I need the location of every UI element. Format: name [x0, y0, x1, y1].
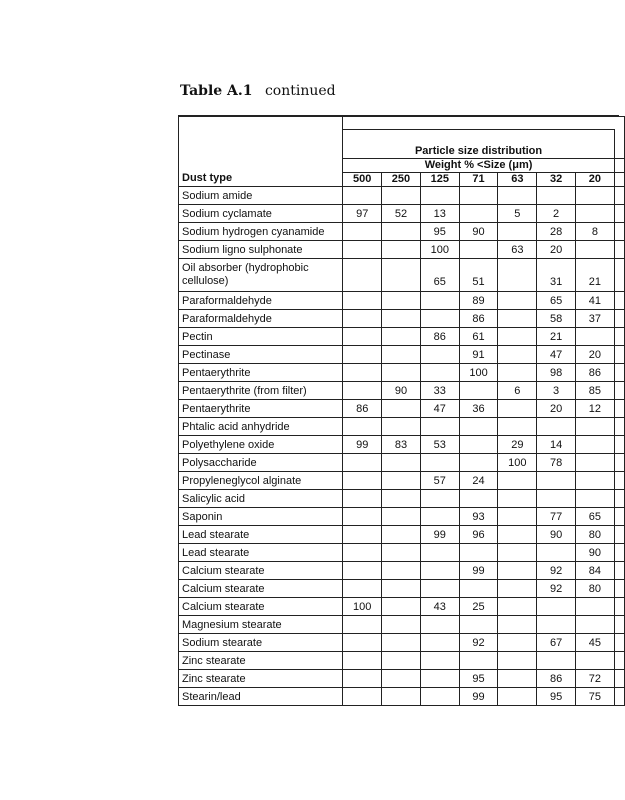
value-cell	[498, 598, 537, 616]
value-cell	[382, 223, 421, 241]
value-cell: 92	[459, 634, 498, 652]
value-cell: 21	[537, 328, 576, 346]
value-cell: 2	[537, 205, 576, 223]
table-row	[179, 418, 625, 436]
value-cell: 100	[498, 454, 537, 472]
value-cell	[537, 418, 576, 436]
value-cell: 21	[576, 259, 615, 292]
dust-type-cell: Sodium ligno sulphonate	[179, 241, 343, 259]
value-cell	[498, 364, 537, 382]
value-cell	[498, 526, 537, 544]
value-cell: 51	[459, 259, 498, 292]
size-column-header: 71	[459, 173, 498, 187]
table-row	[179, 616, 625, 634]
value-cell: 84	[576, 562, 615, 580]
dust-type-cell: Calcium stearate	[179, 580, 343, 598]
value-cell: 13	[420, 205, 459, 223]
value-cell: 58	[537, 310, 576, 328]
value-cell	[420, 544, 459, 562]
table-row	[179, 328, 625, 346]
value-cell	[420, 310, 459, 328]
value-cell	[343, 328, 382, 346]
value-cell	[537, 472, 576, 490]
value-cell: 12	[576, 400, 615, 418]
value-cell	[537, 490, 576, 508]
value-cell	[343, 187, 382, 205]
value-cell	[382, 346, 421, 364]
dust-type-cell: Magnesium stearate	[179, 616, 343, 634]
value-cell	[459, 187, 498, 205]
tail-cell	[614, 580, 624, 598]
value-cell	[498, 472, 537, 490]
table-row	[179, 688, 625, 706]
value-cell: 36	[459, 400, 498, 418]
value-cell: 8	[576, 223, 615, 241]
value-cell	[343, 688, 382, 706]
value-cell	[498, 328, 537, 346]
value-cell	[343, 382, 382, 400]
tail-cell	[614, 688, 624, 706]
value-cell	[382, 508, 421, 526]
value-cell	[498, 508, 537, 526]
value-cell: 89	[459, 292, 498, 310]
dust-type-cell: Calcium stearate	[179, 598, 343, 616]
value-cell	[420, 670, 459, 688]
value-cell: 41	[576, 292, 615, 310]
value-cell	[343, 418, 382, 436]
dust-type-header: Dust type	[179, 117, 343, 187]
particle-size-table	[178, 116, 625, 706]
tail-cell	[614, 364, 624, 382]
value-cell	[420, 490, 459, 508]
tail-cell	[614, 223, 624, 241]
value-cell	[576, 472, 615, 490]
dust-type-cell: Saponin	[179, 508, 343, 526]
value-cell: 83	[382, 436, 421, 454]
value-cell	[498, 580, 537, 598]
table-container	[178, 116, 619, 703]
tail-cell	[614, 670, 624, 688]
table-row	[179, 580, 625, 598]
value-cell: 100	[343, 598, 382, 616]
value-cell	[382, 364, 421, 382]
dust-type-cell: Sodium stearate	[179, 634, 343, 652]
value-cell: 31	[537, 259, 576, 292]
value-cell: 14	[537, 436, 576, 454]
tail-cell	[614, 454, 624, 472]
dust-type-cell: Propyleneglycol alginate	[179, 472, 343, 490]
tail-cell	[614, 259, 624, 292]
value-cell	[382, 616, 421, 634]
value-cell: 92	[537, 580, 576, 598]
value-cell: 67	[537, 634, 576, 652]
value-cell	[498, 616, 537, 634]
value-cell	[420, 187, 459, 205]
value-cell	[537, 544, 576, 562]
tail-cell	[614, 400, 624, 418]
tail-cell	[614, 292, 624, 310]
value-cell	[382, 418, 421, 436]
value-cell	[459, 616, 498, 634]
table-continued-note: continued	[264, 83, 336, 99]
value-cell: 61	[459, 328, 498, 346]
value-cell: 72	[576, 670, 615, 688]
value-cell	[343, 508, 382, 526]
value-cell: 5	[498, 205, 537, 223]
value-cell: 86	[537, 670, 576, 688]
dust-type-cell: Zinc stearate	[179, 652, 343, 670]
value-cell	[420, 346, 459, 364]
value-cell	[459, 382, 498, 400]
table-row	[179, 472, 625, 490]
value-cell: 85	[576, 382, 615, 400]
value-cell: 53	[420, 436, 459, 454]
value-cell: 80	[576, 580, 615, 598]
value-cell: 65	[576, 508, 615, 526]
value-cell: 24	[459, 472, 498, 490]
dust-type-cell: Stearin/lead	[179, 688, 343, 706]
value-cell	[576, 241, 615, 259]
dust-type-cell: Pentaerythrite (from filter)	[179, 382, 343, 400]
header-tail	[614, 159, 624, 173]
value-cell: 99	[459, 562, 498, 580]
table-caption	[180, 83, 336, 99]
table-row	[179, 526, 625, 544]
value-cell: 20	[537, 400, 576, 418]
size-column-header: 20	[576, 173, 615, 187]
table-row	[179, 562, 625, 580]
dust-type-cell: Calcium stearate	[179, 562, 343, 580]
value-cell: 99	[343, 436, 382, 454]
value-cell	[576, 418, 615, 436]
value-cell	[576, 490, 615, 508]
value-cell: 92	[537, 562, 576, 580]
value-cell: 91	[459, 346, 498, 364]
value-cell: 25	[459, 598, 498, 616]
tail-cell	[614, 616, 624, 634]
value-cell	[420, 508, 459, 526]
value-cell	[576, 205, 615, 223]
value-cell: 20	[537, 241, 576, 259]
size-column-header: 32	[537, 173, 576, 187]
value-cell: 86	[459, 310, 498, 328]
value-cell	[498, 292, 537, 310]
value-cell: 95	[537, 688, 576, 706]
value-cell: 6	[498, 382, 537, 400]
value-cell	[420, 634, 459, 652]
value-cell	[576, 616, 615, 634]
value-cell	[420, 454, 459, 472]
value-cell: 43	[420, 598, 459, 616]
dust-type-cell: Lead stearate	[179, 544, 343, 562]
value-cell	[459, 652, 498, 670]
table-number: Table A.1	[180, 83, 253, 99]
table-row	[179, 544, 625, 562]
value-cell	[343, 292, 382, 310]
value-cell	[537, 616, 576, 634]
value-cell	[576, 598, 615, 616]
table-row	[179, 634, 625, 652]
value-cell	[382, 454, 421, 472]
dust-type-cell: Sodium cyclamate	[179, 205, 343, 223]
dust-type-cell: Oil absorber (hydrophobic cellulose)	[179, 259, 343, 292]
table-row	[179, 259, 625, 292]
value-cell	[343, 580, 382, 598]
value-cell: 100	[420, 241, 459, 259]
value-cell: 47	[420, 400, 459, 418]
value-cell: 86	[420, 328, 459, 346]
value-cell: 90	[382, 382, 421, 400]
value-cell	[420, 616, 459, 634]
value-cell	[343, 259, 382, 292]
dust-type-cell: Polyethylene oxide	[179, 436, 343, 454]
table-row	[179, 223, 625, 241]
dust-type-cell: Sodium hydrogen cyanamide	[179, 223, 343, 241]
value-cell	[382, 490, 421, 508]
value-cell: 100	[459, 364, 498, 382]
dust-type-cell: Pectin	[179, 328, 343, 346]
value-cell	[382, 259, 421, 292]
table-row	[179, 652, 625, 670]
value-cell	[343, 652, 382, 670]
value-cell	[420, 652, 459, 670]
value-cell	[498, 562, 537, 580]
value-cell	[343, 472, 382, 490]
value-cell	[459, 436, 498, 454]
value-cell	[382, 187, 421, 205]
dust-type-cell: Sodium amide	[179, 187, 343, 205]
value-cell: 86	[576, 364, 615, 382]
value-cell: 93	[459, 508, 498, 526]
value-cell	[498, 688, 537, 706]
value-cell	[382, 562, 421, 580]
tail-cell	[614, 346, 624, 364]
dust-type-cell: Zinc stearate	[179, 670, 343, 688]
value-cell	[343, 346, 382, 364]
value-cell	[459, 241, 498, 259]
value-cell: 45	[576, 634, 615, 652]
size-column-header: 250	[382, 173, 421, 187]
tail-cell	[614, 436, 624, 454]
table-row	[179, 382, 625, 400]
dust-type-cell: Polysaccharide	[179, 454, 343, 472]
value-cell	[382, 472, 421, 490]
value-cell	[498, 544, 537, 562]
tail-cell	[614, 187, 624, 205]
value-cell: 29	[498, 436, 537, 454]
dust-type-cell: Pentaerythrite	[179, 400, 343, 418]
value-cell	[343, 616, 382, 634]
tail-cell	[614, 562, 624, 580]
table-row	[179, 454, 625, 472]
value-cell	[343, 310, 382, 328]
tail-cell	[614, 490, 624, 508]
value-cell	[576, 454, 615, 472]
value-cell: 80	[576, 526, 615, 544]
table-row	[179, 400, 625, 418]
particle-size-distribution-header: Particle size distribution	[343, 130, 614, 159]
table-row	[179, 310, 625, 328]
value-cell	[420, 688, 459, 706]
value-cell	[459, 205, 498, 223]
value-cell: 96	[459, 526, 498, 544]
value-cell	[420, 364, 459, 382]
value-cell	[343, 526, 382, 544]
value-cell	[459, 454, 498, 472]
header-tail	[614, 130, 624, 159]
tail-cell	[614, 598, 624, 616]
value-cell	[420, 292, 459, 310]
value-cell: 75	[576, 688, 615, 706]
value-cell	[343, 454, 382, 472]
value-cell	[382, 241, 421, 259]
value-cell: 90	[576, 544, 615, 562]
value-cell	[459, 490, 498, 508]
value-cell: 65	[537, 292, 576, 310]
table-row	[179, 670, 625, 688]
value-cell	[420, 418, 459, 436]
value-cell	[498, 346, 537, 364]
dust-type-cell: Lead stearate	[179, 526, 343, 544]
value-cell: 3	[537, 382, 576, 400]
dust-type-cell: Pentaerythrite	[179, 364, 343, 382]
value-cell	[498, 418, 537, 436]
value-cell	[382, 580, 421, 598]
value-cell	[498, 400, 537, 418]
value-cell: 47	[537, 346, 576, 364]
value-cell	[498, 310, 537, 328]
value-cell	[537, 652, 576, 670]
table-row	[179, 598, 625, 616]
value-cell: 65	[420, 259, 459, 292]
value-cell	[459, 580, 498, 598]
weight-percent-header: Weight % <Size (μm)	[343, 159, 614, 173]
value-cell	[459, 544, 498, 562]
value-cell	[382, 292, 421, 310]
header-spacer	[343, 117, 625, 130]
tail-cell	[614, 328, 624, 346]
value-cell: 90	[459, 223, 498, 241]
value-cell	[343, 544, 382, 562]
value-cell	[498, 652, 537, 670]
value-cell	[537, 187, 576, 205]
value-cell	[343, 364, 382, 382]
table-row	[179, 364, 625, 382]
tail-cell	[614, 205, 624, 223]
value-cell: 95	[420, 223, 459, 241]
value-cell	[382, 310, 421, 328]
value-cell: 99	[459, 688, 498, 706]
dust-type-cell: Salicylic acid	[179, 490, 343, 508]
dust-type-cell: Paraformaldehyde	[179, 292, 343, 310]
value-cell: 20	[576, 346, 615, 364]
tail-cell	[614, 634, 624, 652]
table-row	[179, 436, 625, 454]
value-cell	[576, 436, 615, 454]
table-row	[179, 292, 625, 310]
value-cell: 90	[537, 526, 576, 544]
tail-cell	[614, 241, 624, 259]
value-cell	[576, 328, 615, 346]
value-cell: 33	[420, 382, 459, 400]
value-cell: 86	[343, 400, 382, 418]
value-cell	[498, 490, 537, 508]
value-cell	[382, 652, 421, 670]
value-cell: 37	[576, 310, 615, 328]
dust-type-cell: Phtalic acid anhydride	[179, 418, 343, 436]
value-cell	[537, 598, 576, 616]
tail-cell	[614, 382, 624, 400]
value-cell	[420, 580, 459, 598]
value-cell	[459, 418, 498, 436]
value-cell	[343, 670, 382, 688]
size-column-header: 125	[420, 173, 459, 187]
value-cell: 57	[420, 472, 459, 490]
value-cell	[343, 490, 382, 508]
value-cell	[382, 598, 421, 616]
tail-cell	[614, 310, 624, 328]
table-row	[179, 205, 625, 223]
value-cell	[382, 688, 421, 706]
value-cell	[576, 187, 615, 205]
value-cell	[343, 223, 382, 241]
size-column-header: 500	[343, 173, 382, 187]
size-column-header: 63	[498, 173, 537, 187]
tail-cell	[614, 526, 624, 544]
tail-cell	[614, 652, 624, 670]
value-cell: 77	[537, 508, 576, 526]
value-cell	[382, 670, 421, 688]
value-cell	[498, 634, 537, 652]
value-cell	[498, 223, 537, 241]
value-cell: 97	[343, 205, 382, 223]
table-row	[179, 346, 625, 364]
table-row	[179, 490, 625, 508]
value-cell: 52	[382, 205, 421, 223]
dust-type-cell: Paraformaldehyde	[179, 310, 343, 328]
value-cell	[498, 259, 537, 292]
value-cell: 63	[498, 241, 537, 259]
value-cell: 28	[537, 223, 576, 241]
dust-type-cell: Pectinase	[179, 346, 343, 364]
value-cell	[382, 526, 421, 544]
value-cell	[382, 544, 421, 562]
value-cell	[498, 670, 537, 688]
table-row	[179, 187, 625, 205]
value-cell: 78	[537, 454, 576, 472]
value-cell	[420, 562, 459, 580]
value-cell	[382, 400, 421, 418]
header-tail	[614, 173, 624, 187]
tail-cell	[614, 418, 624, 436]
tail-cell	[614, 472, 624, 490]
value-cell	[498, 187, 537, 205]
value-cell	[343, 562, 382, 580]
value-cell: 95	[459, 670, 498, 688]
value-cell	[382, 634, 421, 652]
tail-cell	[614, 508, 624, 526]
value-cell: 99	[420, 526, 459, 544]
value-cell	[343, 241, 382, 259]
table-row	[179, 508, 625, 526]
value-cell	[576, 652, 615, 670]
value-cell	[382, 328, 421, 346]
value-cell	[343, 634, 382, 652]
value-cell: 98	[537, 364, 576, 382]
tail-cell	[614, 544, 624, 562]
table-row	[179, 241, 625, 259]
